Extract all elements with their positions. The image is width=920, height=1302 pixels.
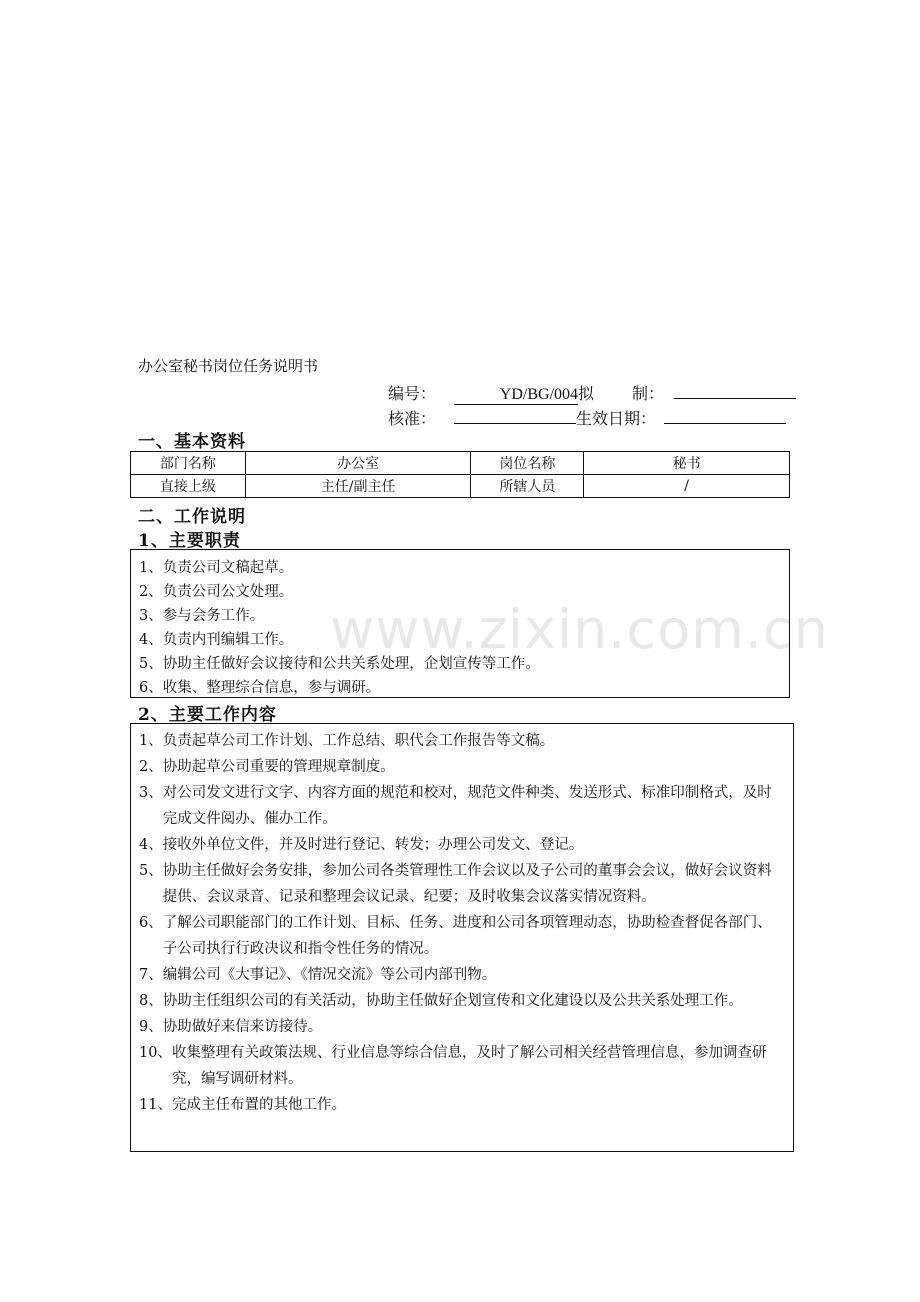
list-item: 2、负责公司公文处理。 [139, 584, 294, 600]
item-text: 了解公司职能部门的工作计划、目标、任务、进度和公司各项管理动态，协助检查督促各部门、子公司执行行政决议和指令性任务的情况。 [162, 915, 772, 957]
item-number: 2、 [139, 759, 163, 775]
list-item [139, 1092, 785, 1118]
table-cell: 办公室 [245, 452, 471, 475]
document-title: 办公室秘书岗位任务说明书 [138, 357, 319, 375]
duties-heading: 1、主要职责 [138, 531, 241, 551]
item-number: 4、 [139, 837, 163, 853]
item-text: 接收外单位文件，并及时进行登记、转发；办理公司发文、登记。 [162, 837, 584, 853]
item-number: 9、 [139, 1019, 163, 1035]
table-cell: 秘书 [584, 452, 790, 475]
item-text: 编辑公司《大事记》、《情况交流》等公司内部刊物。 [162, 967, 497, 983]
table-cell: 直接上级 [131, 475, 246, 498]
basic-info-table [130, 451, 790, 498]
section-work-heading: 二、工作说明 [138, 507, 246, 527]
item-text: 负责起草公司工作计划、工作总结、职代会工作报告等文稿。 [162, 733, 555, 749]
table-cell: 岗位名称 [471, 452, 584, 475]
item-number: 8、 [139, 993, 163, 1009]
list-item: 5、协助主任做好会议接待和公共关系处理，企划宣传等工作。 [139, 656, 540, 672]
list-item [139, 754, 785, 780]
item-number: 3、 [139, 785, 163, 801]
list-item [139, 1040, 785, 1092]
table-cell: / [584, 475, 790, 498]
list-item [139, 962, 785, 988]
item-number: 11、 [139, 1097, 172, 1113]
item-text: 协助主任组织公司的有关活动，协助主任做好企划宣传和文化建设以及公共关系处理工作。 [162, 993, 743, 1009]
effective-date-label: 生效日期： [576, 409, 657, 428]
code-value: YD/BG/004 [454, 386, 578, 405]
list-item [139, 832, 785, 858]
table-row [131, 475, 790, 498]
drafter-label-b: 制： [632, 384, 665, 403]
item-text: 对公司发文进行文字、内容方面的规范和校对，规范文件种类、发送形式、标准印制格式，及时完成文件阅办、催办工作。 [162, 785, 772, 827]
drafter-blank [674, 380, 796, 399]
code-label: 编号： [388, 384, 437, 403]
list-item: 3、参与会务工作。 [139, 608, 265, 624]
watermark: www.zixin.com.cn [330, 598, 829, 661]
list-item [139, 728, 785, 754]
duties-box [130, 549, 790, 698]
item-number: 10、 [139, 1045, 172, 1061]
drafter-label-a: 拟 [578, 384, 595, 403]
content-heading: 2、主要工作内容 [138, 705, 277, 725]
item-number: 5、 [139, 863, 163, 879]
approver-label: 核准： [388, 409, 437, 428]
approver-blank [454, 405, 576, 424]
meta-row-approval [388, 405, 786, 429]
list-item: 1、负责公司文稿起草。 [139, 560, 294, 576]
list-item [139, 910, 785, 962]
item-text: 协助主任做好会务安排，参加公司各类管理性工作会议以及子公司的董事会会议，做好会议资料提供、会议录音、记录和整理会议记录、纪要；及时收集会议落实情况资料。 [162, 863, 772, 905]
work-content-box [130, 723, 794, 1152]
list-item: 4、负责内刊编辑工作。 [139, 632, 294, 648]
section-basic-heading: 一、基本资料 [138, 432, 246, 452]
list-item: 6、收集、整理综合信息，参与调研。 [139, 680, 381, 696]
item-text: 协助起草公司重要的管理规章制度。 [162, 759, 395, 775]
table-cell: 主任/副主任 [245, 475, 471, 498]
list-item [139, 988, 785, 1014]
list-item [139, 780, 785, 832]
item-number: 6、 [139, 915, 163, 931]
table-row [131, 452, 790, 475]
table-cell: 所辖人员 [471, 475, 584, 498]
item-text: 完成主任布置的其他工作。 [171, 1097, 346, 1113]
item-number: 7、 [139, 967, 163, 983]
item-number: 1、 [139, 733, 163, 749]
meta-row-code [388, 380, 796, 405]
item-text: 收集整理有关政策法规、行业信息等综合信息，及时了解公司相关经营管理信息，参加调查研究，编写调研材料。 [171, 1045, 767, 1087]
effective-date-blank [664, 405, 786, 424]
list-item [139, 1014, 785, 1040]
list-item [139, 858, 785, 910]
item-text: 协助做好来信来访接待。 [162, 1019, 323, 1035]
table-cell: 部门名称 [131, 452, 246, 475]
